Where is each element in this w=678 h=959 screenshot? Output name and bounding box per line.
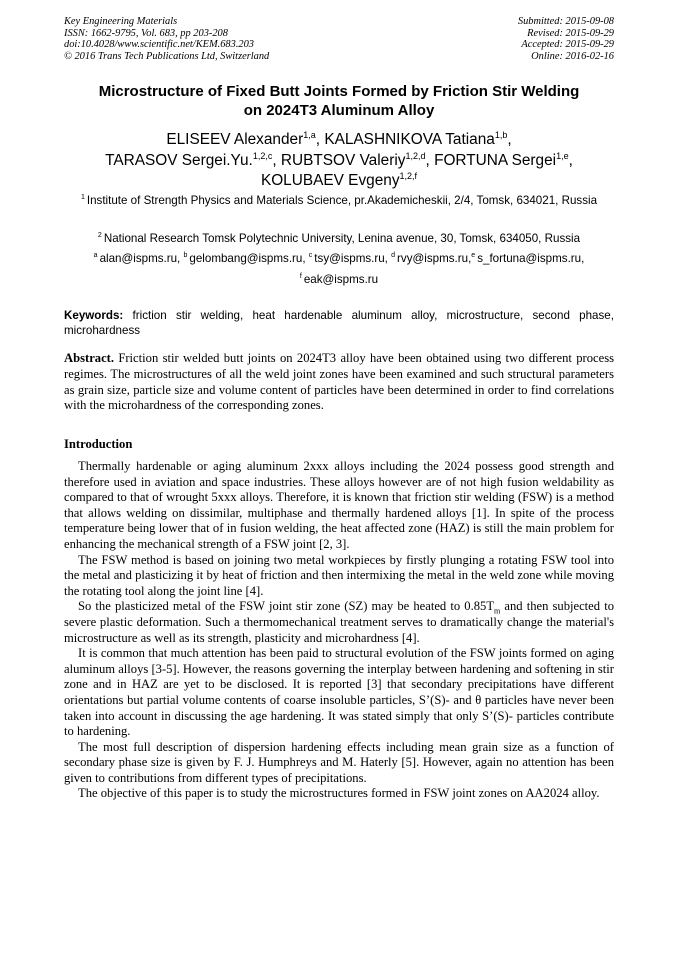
keywords-text: friction stir welding, heat hardenable aluminum alloy, microstructure, second phase, microhardness [64,309,614,337]
paragraph [64,599,614,646]
author-line-2 [64,151,614,172]
title-line-1: Microstructure of Fixed Butt Joints Formed by Friction Stir Welding [98,83,580,100]
paragraph: The objective of this paper is to study the microstructures formed in FSW joint zones on AA2024 alloy. [78,786,600,801]
journal-header [64,16,269,62]
abstract-label: Abstract. [64,351,115,365]
author-sep: , [272,151,281,169]
email-list [64,251,614,266]
email-link[interactable]: gelombang@ispms.ru, [189,252,309,265]
keywords [64,309,614,338]
email-sup: a [93,252,98,259]
online-date: Online: 2016-02-16 [531,50,614,62]
keywords-label: Keywords: [64,309,124,322]
author-sep: , [568,151,573,169]
author-sep: , [507,131,512,148]
affiliation-text: Institute of Strength Physics and Materials Science, pr.Akademicheskii, 2/4, Tomsk, 634021, Russia [86,194,598,207]
email-sup: d [391,252,396,259]
email-list-last [64,272,614,287]
author-list [64,130,614,192]
issn-line: ISSN: 1662-9795, Vol. 683, pp 203-208 [64,27,228,39]
author-name: RUBTSOV Valeriy [280,151,406,169]
abstract [64,351,614,414]
author-name: FORTUNA Sergei [434,151,557,169]
author-name: KOLUBAEV Evgeny [260,172,400,189]
subscript: m [494,606,501,616]
abstract-text: Friction stir welded butt joints on 2024T3 alloy have been obtained using two different process regimes. The microstructures of all the weld joint zones have been examined and such structural parameters as grain size, particle size and volume content of particles have been determined in order to find correlations with the microhardness of the corresponding zones. [64,351,614,413]
submitted-date: Submitted: 2015-09-08 [517,16,614,27]
affiliation-2 [64,231,614,246]
email-link[interactable]: rvy@ispms.ru, [397,252,472,265]
title-line-2: on 2024T3 Aluminum Alloy [243,102,435,119]
email-sup: f [299,273,302,280]
email-sup: b [183,252,188,259]
author-sup: 1,b [494,130,508,140]
author-name: ELISEEV Alexander [166,131,304,148]
author-sup: 1,2,f [399,171,418,181]
author-sup: 1,e [556,150,569,161]
paragraph-text: So the plasticized metal of the FSW joint stir zone (SZ) may be heated to 0.85T [78,599,495,614]
email-link[interactable]: tsy@ispms.ru, [314,252,392,265]
author-name: TARASOV Sergei.Yu. [105,151,253,169]
paragraph: The most full description of dispersion hardening effects including mean grain size as a function of secondary phase size is given by F. J. Humphreys and M. Haterly [5]. However, again no attention has been given to contributions from different types of precipitations. [64,739,614,785]
dates-header [518,16,614,62]
author-sup: 1,a [303,130,316,140]
affiliation-sup: 2 [97,232,102,239]
email-link[interactable]: s_fortuna@ispms.ru, [477,252,585,265]
paragraph: Thermally hardenable or aging aluminum 2xxx alloys including the 2024 possess good strength and therefore used in aviation and space industries. These alloys however are of not high fusion weldability as compared to that of wrought 5xxx alloys. Therefore, it is known that friction stir welding (FSW) is a method that allows welding on dissimilar, multiphase and thermally hardened alloys [1]. In spite of the process temperature being lower that of in fusion welding, the heat affected zone (HAZ) is still the main problem for enhancing the mechanical strength of a FSW joint [2, 3]. [64,459,614,551]
author-sup: 1,2,c [252,150,273,161]
copyright-line: © 2016 Trans Tech Publications Ltd, Switzerland [64,50,270,62]
paragraph-text: and then subjected to severe plastic deformation. Such a thermomechanical treatment serves to dramatically change the material's microstructure as well as its strength, plasticity and microhardness [4]. [64,599,614,645]
email-sup: c [308,252,313,259]
author-sep: , [425,151,435,169]
introduction-body [64,459,614,802]
author-sup: 1,2,d [405,150,426,161]
email-sup: e [471,252,476,259]
affiliation-1 [64,193,614,208]
section-heading-introduction: Introduction [64,437,133,451]
journal-name: Key Engineering Materials [64,16,178,27]
affiliation-sup: 1 [80,194,85,201]
revised-date: Revised: 2015-09-29 [527,27,614,39]
paragraph: The FSW method is based on joining two metal workpieces by firstly plunging a rotating FSW tool into the metal and plasticizing it by heat of friction and then intermixing the metal in the weld zone while moving the rotating tool along the joint line [4]. [64,552,614,598]
paper-title [64,82,614,120]
author-sep: , [315,131,325,148]
doi-line: doi:10.4028/www.scientific.net/KEM.683.203 [64,39,254,51]
affiliation-text: National Research Tomsk Polytechnic University, Lenina avenue, 30, Tomsk, 634050, Russia [103,232,581,245]
author-line-1 [64,130,614,151]
author-line-3 [64,171,614,192]
email-link[interactable]: alan@ispms.ru, [99,252,184,265]
accepted-date: Accepted: 2015-09-29 [521,39,614,51]
email-link[interactable]: eak@ispms.ru [303,273,379,286]
paragraph: It is common that much attention has been paid to structural evolution of the FSW joints formed on aging aluminum alloys [3-5]. However, the reasons governing the interplay between hardening and softening in stir zone and in HAZ are yet to be disclosed. It is reported [3] that secondary precipitations have different orientations but partial volume contents of coarse insoluble particles, S’(S)- and θ particles have never been taken into account in discussing the age hardening. It was stated simply that only S’(S)- particles contribute to hardening. [64,646,614,739]
author-name: KALASHNIKOVA Tatiana [324,131,495,148]
